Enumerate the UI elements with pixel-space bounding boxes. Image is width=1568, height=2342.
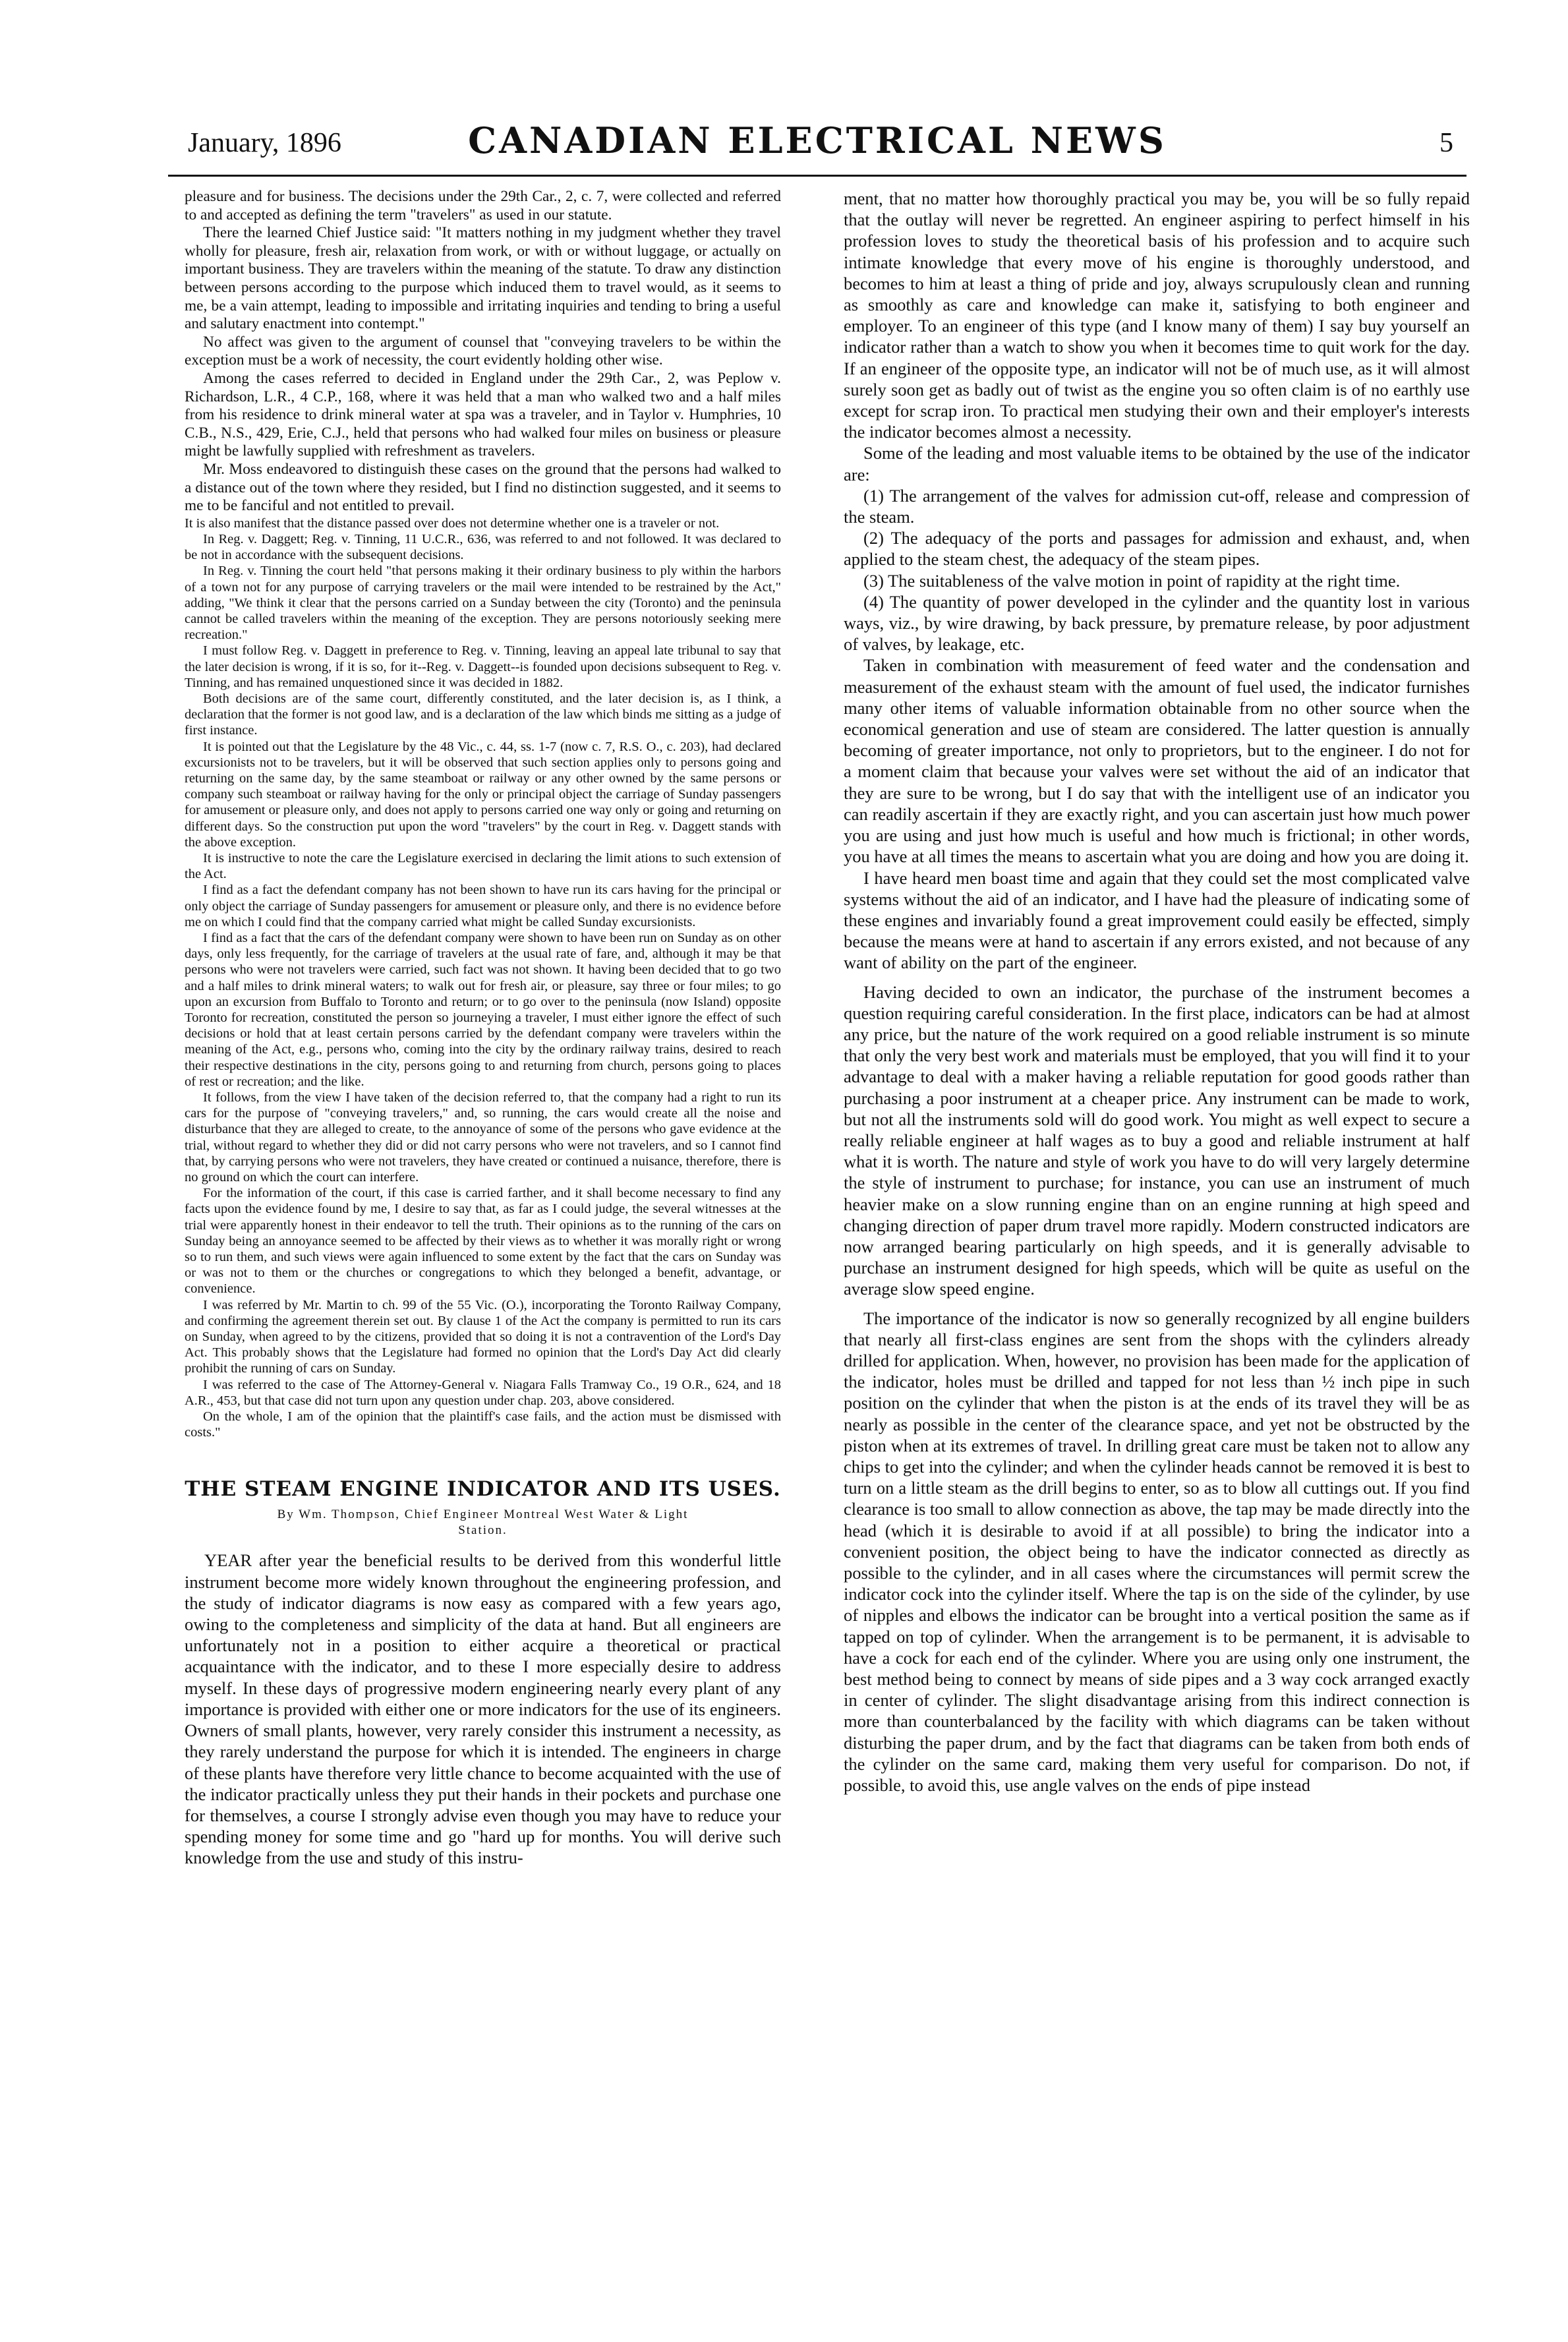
legal-paragraph: pleasure and for business. The decisions under the 29th Car., 2, c. 7, were collected and referred to and accepted as defining the term "travelers" as used in our statute. (185, 188, 781, 223)
page-number: 5 (1439, 128, 1453, 158)
legal-paragraph: I was referred to the case of The Attorney-General v. Niagara Falls Tramway Co., 19 O.R., 624, and 18 A.R., 453, but that case did not turn upon any question under chap. 203, above considered. (185, 1377, 781, 1408)
article-paragraph: Some of the leading and most valuable items to be obtained by the use of the indicator are: (844, 443, 1470, 484)
legal-paragraph: It follows, from the view I have taken of the decision referred to, that the company had a right to run its cars for the purpose of "conveying travelers," and, so running, the cars would create all the noise and disturbance that they are alleged to create, to the annoyance of some of the persons who gave evidence at the trial, without regard to whether they did or did not carry persons who were not travelers, and so I cannot find that, by carrying persons who were not travelers, they have created or continued a nuisance, therefore, there is no ground on which the court can interfere. (185, 1090, 781, 1185)
indicator-item: (1) The arrangement of the valves for admission cut-off, release and compression of the steam. (844, 485, 1470, 527)
article-section (185, 1477, 781, 1868)
legal-paragraph: There the learned Chief Justice said: "It matters nothing in my judgment whether they travel wholly for pleasure, fresh air, relaxation from work, or with or without luggage, or actually on important business. They are travelers within the meaning of the statute. To draw any distinction between persons according to the purpose which induced them to travel would, as it seems to me, be a vain attempt, leading to impossible and irritating inquiries and tending to bring a useful and salutary enactment into contempt." (185, 224, 781, 333)
page-header (168, 115, 1466, 177)
article-paragraph: YEAR after year the beneficial results to be derived from this wonderful little instrument become more widely known throughout the engineering profession, and the study of indicator diagrams is now easy as compared with a few years ago, owing to the completeness and simplicity of the data at hand. But all engineers are unfortunately not in a position to either acquire a theoretical or practical acquaintance with the indicator, and to these I more especially desire to address myself. In these days of progressive modern engineering nearly every plant of any importance is provided with either one or more indicators for the use of its engineers. Owners of small plants, however, very rarely consider this instrument a necessity, as they rarely understand the purpose for which it is intended. The engineers in charge of these plants have therefore very little chance to become acquainted with the use of the indicator practically unless they put their hands in their pockets and purchase one for themselves, a course I strongly advise even though you may have to reduce your spending money for some time and go "hard up for months. You will derive such knowledge from the use and study of this instru- (185, 1550, 781, 1868)
article-byline-station: Station. (458, 1523, 508, 1538)
article-paragraph: ment, that no matter how thoroughly practical you may be, you will be so fully repaid that the outlay will never be regretted. An engineer aspiring to perfect himself in his profession loves to study the theoretical basis of his profession and to acquire such intimate knowledge that every move of his engine is thoroughly understood, and becomes to him at least a thing of pride and joy, always scrupulously clean and running as smoothly as care and knowledge can make it, satisfying to both engineer and employer. To an engineer of this type (and I know many of them) I say buy yourself an indicator rather than a watch to show you when it becomes time to quit work for the day. If an engineer of the opposite type, an indicator will not be of much use, as it will almost surely soon get as badly out of twist as the engine you so often claim is of no earthly use except for scrap iron. To practical men studying their own and their employer's interests the indicator becomes almost a necessity. (844, 189, 1470, 442)
legal-paragraph: I must follow Reg. v. Daggett in preference to Reg. v. Tinning, leaving an appeal late tribunal to say that the later decision is wrong, if it is so, for it--Reg. v. Daggett--is founded upon decisions subsequent to Reg. v. Tinning, and has remained unquestioned since it was decided in 1882. (185, 643, 781, 690)
legal-paragraph: It is also manifest that the distance passed over does not determine whether one is a traveler or not. (185, 515, 720, 531)
indicator-item: (2) The adequacy of the ports and passages for admission and exhaust, and, when applied to the steam chest, the adequacy of the steam pipes. (844, 528, 1470, 570)
issue-date: January, 1896 (188, 128, 341, 158)
article-paragraph: I have heard men boast time and again that they could set the most complicated valve systems without the aid of an indicator, and I have had the pleasure of indicating some of these engines and invariably found a great improvement could easily be effected, simply because the means were at hand to ascertain if any errors existed, and not because of any want of ability on the part of the engineer. (844, 867, 1470, 973)
left-column (185, 188, 781, 2297)
legal-paragraph: I find as a fact the defendant company has not been shown to have run its cars having for the principal or only object the carriage of Sunday passengers for amusement or pleasure only, and there is no evidence before me on which I could find that the company carried what might be called Sunday excursionists. (185, 883, 781, 929)
legal-paragraph: In Reg. v. Daggett; Reg. v. Tinning, 11 U.C.R., 636, was referred to and not followed. It was declared to be not in accordance with the subsequent decisions. (185, 531, 781, 563)
article-paragraph: The importance of the indicator is now so generally recognized by all engine builders that nearly all first-class engines are sent from the shops with the cylinders already drilled for application. When, however, no provision has been made for the application of the indicator, holes must be drilled and tapped for not less than ½ inch pipe in such position on the cylinder that when the piston is at the ends of its travel they will be as nearly as possible in the center of the clearance space, and yet not be obstructed by the piston when at its extremes of travel. In drilling great care must be taken not to allow any chips to get into the cylinder; and when the cylinder heads cannot be removed it is best to turn on a little steam as the drill begins to enter, so as to blow all cuttings out. If you find clearance is too small to allow connection as above, the tap may be made directly into the head (which it is desirable to avoid if at all possible) to bring the indicator into a convenient position, the object being to have the indicator connected as directly as possible to the cylinder, and in all cases where the circumstances will permit screw the indicator cock into the cylinder itself. Where the tap is on the side of the cylinder, by use of nipples and elbows the indicator can be brought into a vertical position the same as if tapped on top of cylinder. When the arrangement is to be permanent, it is advisable to have a cock for each end of the cylinder. Where you are using only one instrument, the best method being to connect by means of side pipes and a 3 way cock arranged exactly in center of cylinder. The slight disadvantage arising from this indirect connection is more than counterbalanced by the facility with which diagrams can be taken without disturbing the paper drum, and by the fact that diagrams can be taken from both ends of the cylinder on the same card, making them very useful for comparison. Do not, if possible, to avoid this, use angle valves on the ends of pipe instead (844, 1308, 1470, 1796)
legal-paragraph: In Reg. v. Tinning the court held "that persons making it their ordinary business to ply within the harbors of a town not for any purpose of carrying travelers or the mail were intended to be restrained by the Act," adding, "We think it clear that the persons carried on a Sunday between the city (Toronto) and the peninsula cannot be called travelers within the meaning of the exception. They are persons notoriously seeking mere recreation." (185, 564, 781, 643)
legal-paragraph: On the whole, I am of the opinion that the plaintiff's case fails, and the action must be dismissed with costs." (185, 1409, 781, 1440)
legal-paragraph: For the information of the court, if this case is carried farther, and it shall become necessary to find any facts upon the evidence found by me, I desire to say that, as far as I could judge, the several witnesses at the trial were apparently honest in their endeavor to tell the truth. Their opinions as to the running of the cars on Sunday being an annoyance seemed to be affected by their views as to whether it was morally right or wrong so to run them, and such views were again influenced to some extent by the fact that the cars on Sunday was or was not to them or the churches or congregations to which they belonged a benefit, advantage, or convenience. (185, 1186, 781, 1297)
legal-paragraph: It is pointed out that the Legislature by the 48 Vic., c. 44, ss. 1-7 (now c. 7, R.S. O., c. 203), had declared excursionists not to be travelers, but it will be observed that such section applies only to persons going and returning on the same day, by the same steamboat or railway or any other owned by the same persons or company such steamboat or railway having for the only or principal object the carriage of Sunday passengers for amusement or pleasure only, and does not apply to persons carried one way only or going and returning on different days. So the construction put upon the word "travelers" by the court in Reg. v. Daggett stands with the above exception. (185, 739, 781, 850)
article-title: THE STEAM ENGINE INDICATOR AND ITS USES. (185, 1477, 781, 1502)
legal-opinion-text (185, 188, 781, 1440)
indicator-item: (4) The quantity of power developed in the cylinder and the quantity lost in various ways, viz., by wire drawing, by back pressure, by premature release, by poor adjustment of valves, by leakage, etc. (844, 591, 1470, 655)
legal-paragraph: It is instructive to note the care the Legislature exercised in declaring the limit ations to such extension of the Act. (185, 850, 781, 882)
legal-paragraph: I was referred by Mr. Martin to ch. 99 of the 55 Vic. (O.), incorporating the Toronto Railway Company, and confirming the agreement therein set out. By clause 1 of the Act the company is permitted to run its cars on Sunday, when agreed to by the citizens, provided that so doing it is not a contravention of the Lord's Day Act. This probably shows that the Legislature had formed no opinion that the Lord's Day Act did clearly prohibit the running of cars on Sunday. (185, 1297, 781, 1376)
indicator-item: (3) The suitableness of the valve motion in point of rapidity at the right time. (863, 570, 1401, 591)
legal-paragraph: I find as a fact that the cars of the defendant company were shown to have been run on Sunday as on other days, only less frequently, for the carriage of travelers at the usual rate of fare, and, although it may be that persons who were not travelers were carried, such fact was not shown. It having been decided that to go two and a half miles to drink mineral waters; to walk out for fresh air, or pleasure, say three or four miles; to go upon an excursion from Buffalo to Toronto and return; or to go over to the peninsula (now Island) opposite Toronto for recreation, constituted the person so journeying a traveler, I must either ignore the effect of such decisions or hold that at least certain persons carried by the defendant company were travelers within the meaning of the Act, e.g., persons who, coming into the city by the ordinary railway trains, desired to reach their respective destinations in the city, persons going to and returning from church, persons going to places of rest or recreation; and the like. (185, 930, 781, 1089)
article-byline: By Wm. Thompson, Chief Engineer Montreal West Water & Light (277, 1508, 689, 1522)
legal-paragraph: Mr. Moss endeavored to distinguish these cases on the ground that the persons had walked to a distance out of the town where they resided, but I find no distinction suggested, and it seems to me to be fanciful and not entitled to prevail. (185, 460, 781, 515)
article-paragraph: Taken in combination with measurement of feed water and the condensation and measurement of the exhaust steam with the amount of fuel used, the indicator furnishes many other items of valuable information obtainable from no other source when the economical generation and use of steam are considered. The latter question is annually becoming of greater importance, not only to proprietors, but to the engineer. I do not for a moment claim that because your valves were set without the aid of an indicator that they are sure to be wrong, but I do say that with the intelligent use of an indicator you can readily ascertain if they are exactly right, and you can ascertain just how much power you are using and just how much is useful and how much is frictional; in other words, you have at all times the means to ascertain what you are doing and how you are doing it. (844, 655, 1470, 867)
legal-paragraph: Among the cases referred to decided in England under the 29th Car., 2, was Peplow v. Richardson, L.R., 4 C.P., 168, where it was held that a man who walked two and a half miles from his residence to drink mineral water at spa was a traveler, and in Taylor v. Humphries, 10 C.B., N.S., 429, Erie, C.J., held that persons who had walked four miles on business or pleasure might be lawfully supplied with refreshment as travelers. (185, 369, 781, 460)
article-paragraph: Having decided to own an indicator, the purchase of the instrument becomes a question requiring careful consideration. In the first place, indicators can be had at almost any price, but the nature of the work required on a good reliable instrument is so minute that only the very best work and materials must be employed, that you will find it to your advantage to deal with a maker having a reliable reputation for good goods rather than purchasing a poor instrument at a cheaper price. Any instrument can be made to work, but not all the instruments sold will do good work. You might as well expect to secure a really reliable engineer at half wages as to buy a good and reliable instrument at half what it is worth. The nature and style of work you have to do will very largely determine the style of instrument to purchase; for instance, you can use an instrument of much heavier make on a slow running engine than on an engine running at high speed and changing direction of paper drum travel more rapidly. Modern constructed indicators are now arranged bearing particularly on high speeds, and it is generally advisable to purchase an instrument designed for high speeds, which will be quite as useful on the average slow speed engine. (844, 981, 1470, 1299)
right-column (844, 188, 1470, 2297)
legal-paragraph: Both decisions are of the same court, differently constituted, and the later decision is, as I think, a declaration that the former is not good law, and is a declaration of the law which binds me sitting as a judge of first instance. (185, 691, 781, 738)
legal-paragraph: No affect was given to the argument of counsel that "conveying travelers to be within the exception must be a work of necessity, the court evidently holding other wise. (185, 333, 781, 369)
publication-title: CANADIAN ELECTRICAL NEWS (468, 119, 1167, 161)
